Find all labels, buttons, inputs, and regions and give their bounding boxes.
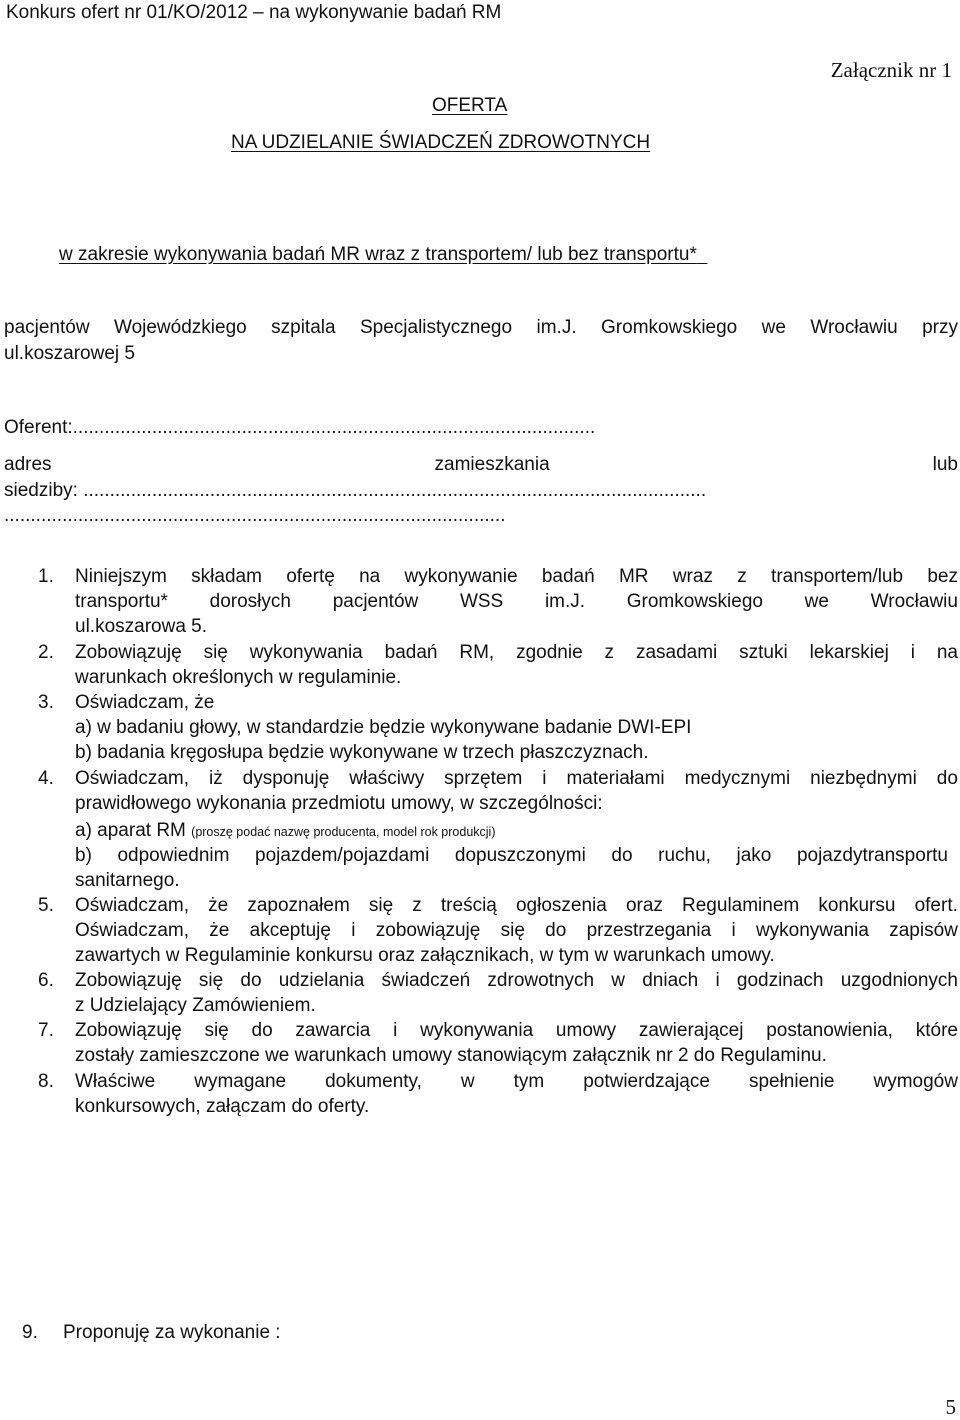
item-number: 7. [38,1020,54,1041]
offeror-dots: ................................................................................................... [72,417,596,438]
item-6-line-2: z Udzielający Zamówieniem. [75,995,316,1016]
item-2-line-2: warunkach określonych w regulaminie. [75,667,402,688]
item-5-line-3: zawartych w Regulaminie konkursu oraz załącznikach, w tym w warunkach umowy. [75,945,775,966]
item-8-line-2: konkursowych, załączam do oferty. [75,1096,370,1117]
attachment-label: Załącznik nr 1 [830,58,952,82]
item-6-line-1: Zobowiązuję się do udzielania świadczeń zdrowotnych w dniach i godzinach uzgodnionych [75,970,958,991]
seat-line: siedziby: ...................................................................................................................... [4,480,707,501]
item-1-line-2: transportu* dorosłych pacjentów WSS im.J. Gromkowskiego we Wrocławiu [75,591,958,612]
item-7-line-2: zostały zamieszczone we warunkach umowy stanowiącym załącznik nr 2 do Regulaminu. [75,1045,827,1066]
intro-line-1: pacjentów Wojewódzkiego szpitala Specjalistycznego im.J. Gromkowskiego we Wrocławiu przy [4,317,958,338]
item-4-sub-a: a) aparat RM (proszę podać nazwę producenta, model rok produkcji) [75,820,496,841]
item-5-line-1: Oświadczam, że zapoznałem się z treścią ogłoszenia oraz Regulaminem konkursu ofert. [75,895,958,916]
item-number: 2. [38,642,54,663]
item-2-line-1: Zobowiązuję się wykonywania badań RM, zgodnie z zasadami sztuki lekarskiej i na [75,642,958,663]
item-7-line-1: Zobowiązuję się do zawarcia i wykonywania umowy zawierającej postanowienia, które [75,1020,958,1041]
item-4-sub-b: b) odpowiednim pojazdem/pojazdami dopuszczonymi do ruchu, jako pojazdytransportu [75,845,948,866]
seat-dots: ............................................................................................... [4,505,506,526]
item-4-sub-a-note: (proszę podać nazwę producenta, model rok produkcji) [191,825,496,839]
item-1-line-3: ul.koszarowa 5. [75,616,208,637]
item-3-line-1: Oświadczam, że [75,692,215,713]
offer-subtitle: NA UDZIELANIE ŚWIADCZEŃ ZDROWOTNYCH [231,132,651,153]
item-number: 1. [38,566,54,587]
item-number: 9. [22,1322,38,1343]
item-3-sub-b: b) badania kręgosłupa będzie wykonywane w trzech płaszczyznach. [75,742,649,763]
item-4-line-2: prawidłowego wykonania przedmiotu umowy, w szczególności: [75,793,603,814]
item-8-line-1: Właściwe wymagane dokumenty, w tym potwierdzające spełnienie wymogów [75,1071,958,1092]
document-header: Konkurs ofert nr 01/KO/2012 – na wykonywanie badań RM [6,2,502,23]
intro-line-2: ul.koszarowej 5 [4,343,135,364]
item-number: 4. [38,768,54,789]
offeror-label: Oferent: [4,417,73,438]
offer-title: OFERTA [432,95,508,116]
scope-line: w zakresie wykonywania badań MR wraz z transportem/ lub bez transportu* [59,244,697,265]
item-1-line-1: Niniejszym składam ofertę na wykonywanie badań MR wraz z transportem/lub bez [75,566,958,587]
item-number: 8. [38,1071,54,1092]
item-9-text: Proponuję za wykonanie : [63,1322,281,1343]
item-3-sub-a: a) w badaniu głowy, w standardzie będzie wykonywane badanie DWI-EPI [75,717,692,738]
item-4-line-1: Oświadczam, iż dysponuję właściwy sprzętem i materiałami medycznymi niezbędnymi do [75,768,958,789]
address-line: adres zamieszkania lub [4,454,958,475]
item-4-sub-b-line-2: sanitarnego. [75,870,180,891]
item-number: 5. [38,895,54,916]
item-number: 3. [38,692,54,713]
item-5-line-2: Oświadczam, że akceptuję i zobowiązuję się do przestrzegania i wykonywania zapisów [75,920,958,941]
offeror-line [4,417,595,439]
item-number: 6. [38,970,54,991]
page-number: 5 [945,1395,956,1419]
